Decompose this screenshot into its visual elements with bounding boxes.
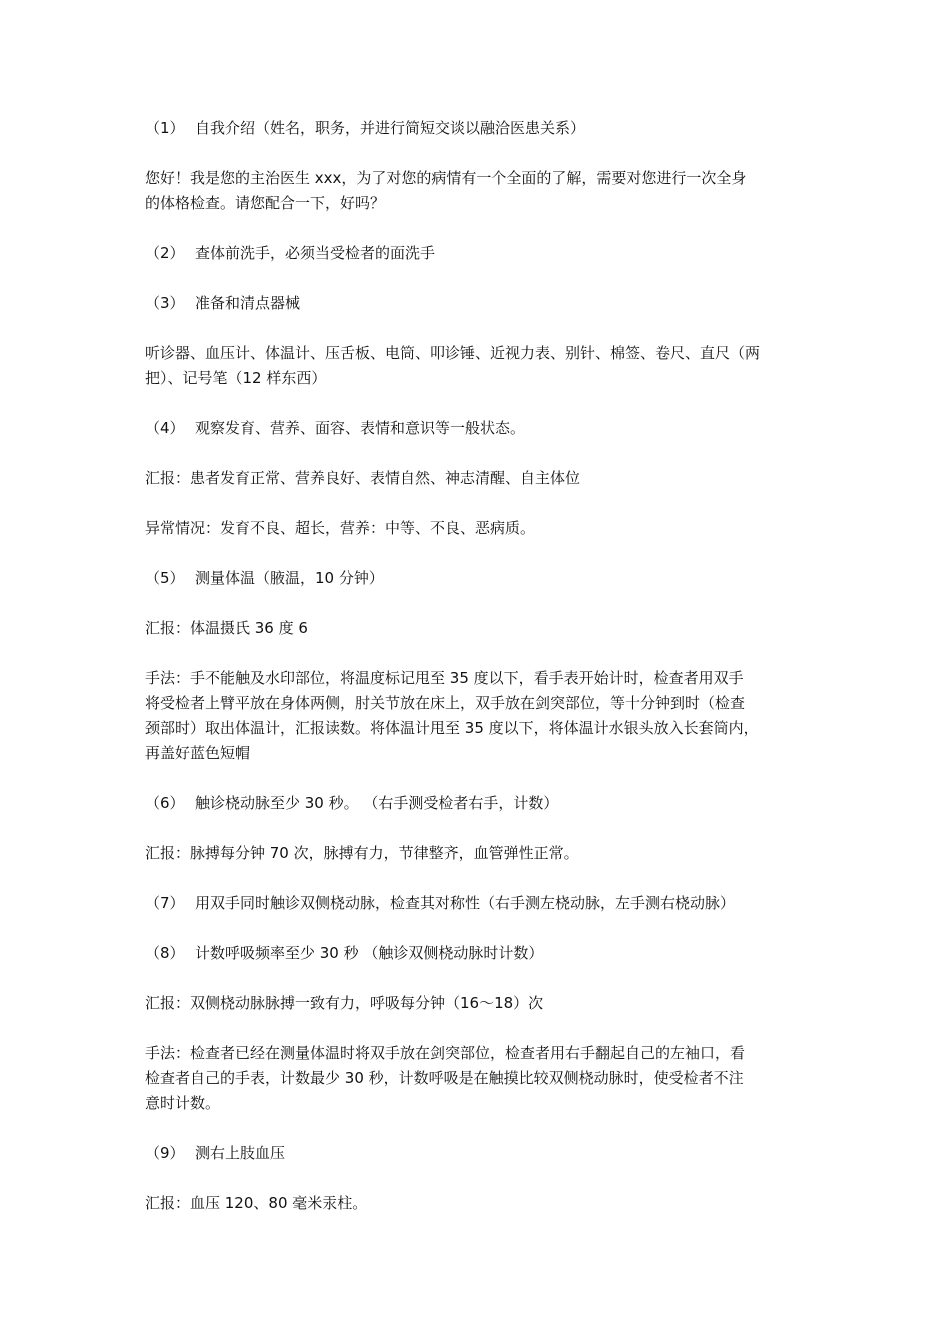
step-number: （6） [145, 794, 185, 812]
method-temp-line-1: 手法：手不能触及水印部位，将温度标记甩至 35 度以下，看手表开始计时，检查者用双手 [145, 669, 744, 687]
method-temp-line-4: 再盖好蓝色短帽 [145, 744, 251, 762]
step-text: 测量体温（腋温，10 分钟） [195, 569, 384, 587]
step-text: 用双手同时触诊双侧桡动脉，检查其对称性（右手测左桡动脉，左手测右桡动脉） [195, 894, 736, 912]
method-resp-line-2: 检查者自己的手表，计数最少 30 秒，计数呼吸是在触摸比较双侧桡动脉时，使受检者不注 [145, 1069, 744, 1087]
step-3 [145, 292, 810, 315]
step-text: 计数呼吸频率至少 30 秒 （触诊双侧桡动脉时计数） [195, 944, 544, 962]
step-number: （4） [145, 419, 185, 437]
method-temp-line-2: 将受检者上臂平放在身体两侧，肘关节放在床上，双手放在剑突部位，等十分钟到时（检查 [145, 694, 746, 712]
greeting-line-1: 您好！我是您的主治医生 xxx，为了对您的病情有一个全面的了解，需要对您进行一次全身 [145, 169, 747, 187]
step-number: （2） [145, 244, 185, 262]
step-2 [145, 242, 810, 265]
instrument-line-2: 把）、记号笔（12 样东西） [145, 369, 327, 387]
method-temp-line-3: 颈部时）取出体温计，汇报读数。将体温计甩至 35 度以下，将体温计水银头放入长套筒内， [145, 719, 759, 737]
greeting-line-2: 的体格检查。请您配合一下，好吗？ [145, 194, 386, 212]
step-number: （9） [145, 1144, 185, 1162]
abnormal-cases: 异常情况：发育不良、超长，营养：中等、不良、恶病质。 [145, 519, 536, 537]
instrument-line-1: 听诊器、血压计、体温计、压舌板、电筒、叩诊锤、近视力表、别针、棉签、卷尺、直尺（两 [145, 344, 761, 362]
step-8 [145, 942, 810, 965]
report-general: 汇报：患者发育正常、营养良好、表情自然、神志清醒、自主体位 [145, 469, 581, 487]
report-temperature: 汇报：体温摄氏 36 度 6 [145, 619, 308, 637]
step-text: 触诊桡动脉至少 30 秒。 （右手测受检者右手，计数） [195, 794, 559, 812]
step-text: 查体前洗手，必须当受检者的面洗手 [195, 244, 436, 262]
step-text: 准备和清点器械 [195, 294, 301, 312]
step-9 [145, 1142, 810, 1165]
method-resp-line-1: 手法：检查者已经在测量体温时将双手放在剑突部位，检查者用右手翻起自己的左袖口，看 [145, 1044, 746, 1062]
report-respiration: 汇报：双侧桡动脉脉搏一致有力，呼吸每分钟（16～18）次 [145, 994, 544, 1012]
step-number: （3） [145, 294, 185, 312]
step-number: （8） [145, 944, 185, 962]
step-number: （1） [145, 119, 185, 137]
step-number: （5） [145, 569, 185, 587]
step-1 [145, 117, 810, 140]
step-text: 观察发育、营养、面容、表情和意识等一般状态。 [195, 419, 526, 437]
step-5 [145, 567, 810, 590]
step-6 [145, 792, 810, 815]
step-text: 自我介绍（姓名，职务，并进行简短交谈以融洽医患关系） [195, 119, 586, 137]
step-7 [145, 892, 810, 915]
report-pulse: 汇报：脉搏每分钟 70 次，脉搏有力，节律整齐，血管弹性正常。 [145, 844, 579, 862]
step-4 [145, 417, 810, 440]
report-blood-pressure: 汇报：血压 120、80 毫米汞柱。 [145, 1194, 368, 1212]
method-resp-line-3: 意时计数。 [145, 1094, 221, 1112]
step-text: 测右上肢血压 [195, 1144, 286, 1162]
step-number: （7） [145, 894, 185, 912]
